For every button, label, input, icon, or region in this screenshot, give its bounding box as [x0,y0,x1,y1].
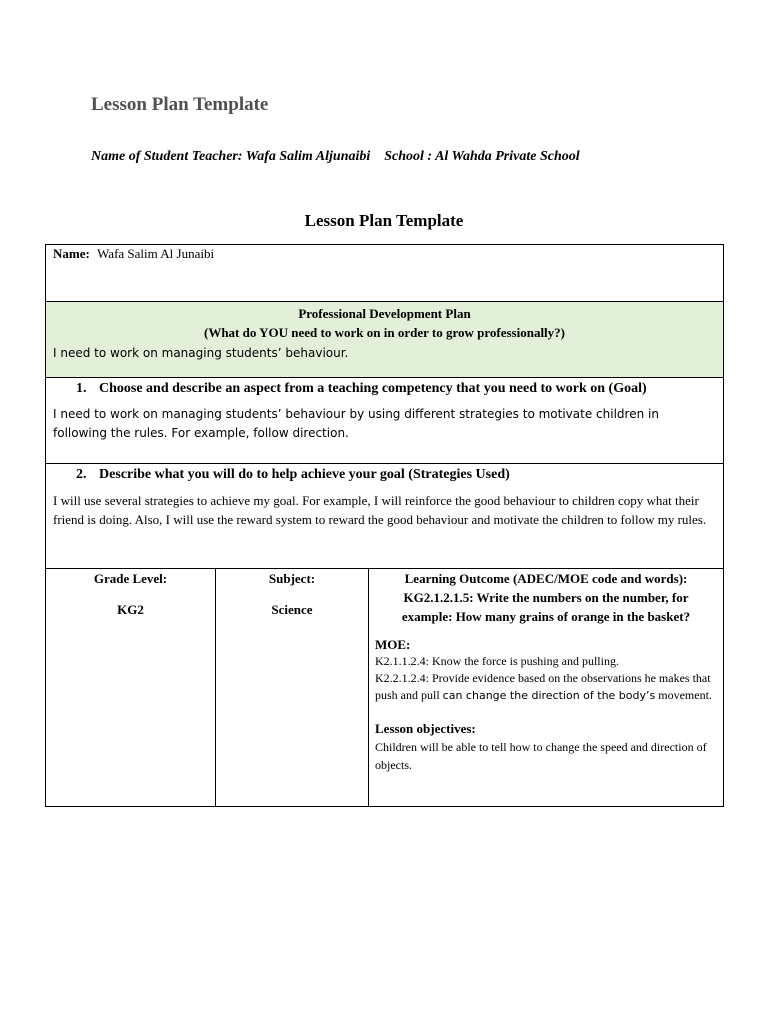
subject-label: Subject: [268,571,316,586]
name-label: Name: [53,246,90,261]
moe-line-2c: movement. [655,688,712,702]
subject-value: Science [271,602,313,617]
grade-label: Grade Level: [93,571,168,586]
goal-number: 1. [76,381,87,396]
moe-line-1: K2.1.1.2.4: Know the force is pushing and pulling. [375,654,619,668]
teacher-school-line: Name of Student Teacher: Wafa Salim Aljunaibi School : Al Wahda Private School [91,149,580,164]
goal-answer: I need to work on managing students’ behaviour by using different strategies to motivate children in following the rules. For example, follow direction. [53,407,659,440]
strategies-answer: I will use several strategies to achieve my goal. For example, I will reinforce the good behaviour to children copy what their friend is doing. Also, I will use the reward system to reward the good behaviour and motivate the children to follow my rules. [53,493,707,527]
grade-value: KG2 [117,602,144,617]
pdp-row [46,302,724,378]
name-row [46,245,724,302]
outcome-code-line: KG2.1.2.1.5: Write the numbers on the number, for example: How many grains of orange in the basket? [401,590,691,624]
moe-section [369,636,723,704]
pdp-question: (What do YOU need to work on in order to grow professionally?) [204,325,565,340]
lesson-plan-table [45,244,724,807]
moe-title: MOE: [375,637,411,652]
moe-line-2 [375,670,717,704]
strategies-question [46,467,723,483]
goal-row [46,378,724,464]
objectives-title: Lesson objectives: [375,721,476,736]
lesson-plan-heading: Lesson Plan Template [304,211,464,230]
moe-line-2b: can change the direction of the body’s [442,689,656,702]
strategies-number: 2. [76,467,87,482]
outcome-heading: Learning Outcome (ADEC/MOE code and words): [404,571,688,586]
strategies-row [46,464,724,569]
name-value: Wafa Salim Al Junaibi [97,246,215,261]
objectives-text: Children will be able to tell how to change the speed and direction of objects. [375,740,707,772]
objectives-section [369,720,723,774]
strategies-question-text: Describe what you will do to help achieve your goal (Strategies Used) [99,467,510,482]
pdp-title: Professional Development Plan [298,306,471,321]
moe-line-2a: K2.2.1.2.4: Provide evidence based on the observations he makes that push and pull [375,671,711,702]
pdp-answer: I need to work on managing students’ behaviour. [53,346,349,360]
goal-question-text: Choose and describe an aspect from a teaching competency that you need to work on (Goal) [99,381,647,396]
goal-question [46,381,723,397]
grade-subject-outcome-row [46,569,724,807]
document-title: Lesson Plan Template [91,94,269,115]
